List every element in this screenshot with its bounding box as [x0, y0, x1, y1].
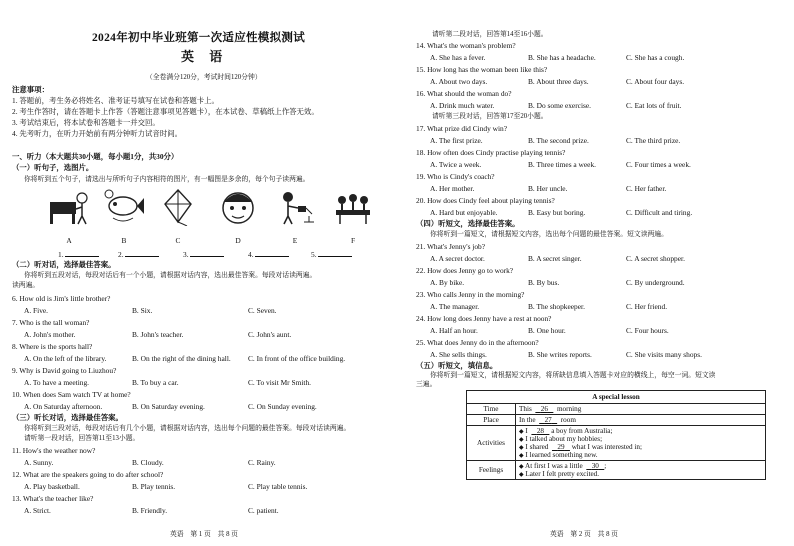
q9-option-c: C. To visit Mr Smith.	[248, 378, 311, 387]
q23-option-c: C. Her friend.	[626, 302, 668, 311]
q17-option-c: C. The third prize.	[626, 136, 681, 145]
question-9: 9. Why is David going to Liuzhou?	[12, 366, 117, 375]
diamond-bullet-icon: ◆	[519, 453, 524, 459]
answer-blank-5: 5.	[311, 249, 352, 259]
question-25: 25. What does Jenny do in the afternoon?	[416, 338, 539, 347]
question-16: 16. What should the woman do?	[416, 89, 512, 98]
question-10: 10. When does Sam watch TV at home?	[12, 390, 131, 399]
q11-option-c: C. Rainy.	[248, 458, 276, 467]
page-footer-1: 英语 第 1 页 共 8 页	[170, 531, 238, 538]
right-page	[410, 0, 794, 546]
q14-option-c: C. She has a cough.	[626, 53, 685, 62]
q7-option-a: A. John's mother.	[24, 330, 76, 339]
place-label: Place	[467, 415, 516, 426]
q11-option-b: B. Cloudy.	[132, 458, 164, 467]
q6-option-b: B. Six.	[132, 306, 153, 315]
question-15: 15. How long has the woman been like this?	[416, 65, 548, 74]
time-label: Time	[467, 404, 516, 415]
q19-option-b: B. Her uncle.	[528, 184, 568, 193]
q9-option-a: A. To have a meeting.	[24, 378, 90, 387]
q25-option-c: C. She visits many shops.	[626, 350, 702, 359]
q21-option-a: A. A secret doctor.	[430, 254, 485, 263]
part-5-title: （五）听短文，填信息。	[416, 361, 498, 370]
face-picture	[217, 188, 259, 226]
blank-29[interactable]: 29	[557, 443, 565, 451]
q21-option-b: B. A secret singer.	[528, 254, 582, 263]
q18-option-b: B. Three times a week.	[528, 160, 596, 169]
part-3-instructions: 你将听到三段对话，每段对话后有几个小题，请根据对话内容，选出每个问题的最佳答案。每段对话读两遍。	[24, 425, 351, 432]
blank-26[interactable]: 26	[540, 405, 548, 413]
q16-option-b: B. Do some exercise.	[528, 101, 592, 110]
note-2: 2. 考生作答时，请在答题卡上作答（答题注意事项见答题卡），在本试卷、草稿纸上作答无效。	[12, 107, 319, 116]
page-footer-2: 英语 第 2 页 共 8 页	[550, 531, 618, 538]
answer-blank-1: 1.	[58, 249, 99, 259]
q13-option-b: B. Friendly.	[132, 506, 168, 515]
exam-info: （全卷满分120分，考试时间120分钟）	[146, 74, 262, 81]
question-17: 17. What prize did Cindy win?	[416, 124, 507, 133]
q15-option-a: A. About two days.	[430, 77, 488, 86]
part-4-instructions: 你将听到一篇短文，请根据短文内容，选出每个问题的最佳答案。短文读两遍。	[430, 231, 668, 238]
picture-letter-a: A	[66, 236, 72, 245]
q20-option-c: C. Difficult and tiring.	[626, 208, 693, 217]
q19-option-c: C. Her father.	[626, 184, 667, 193]
question-7: 7. Who is the tall woman?	[12, 318, 90, 327]
q7-option-b: B. John's teacher.	[132, 330, 184, 339]
question-21: 21. What's Jenny's job?	[416, 242, 486, 251]
q6-option-a: A. Five.	[24, 306, 49, 315]
q16-option-c: C. Eat lots of fruit.	[626, 101, 682, 110]
family-dinner-picture	[332, 188, 374, 226]
question-23: 23. Who calls Jenny in the morning?	[416, 290, 525, 299]
question-20: 20. How does Cindy feel about playing tennis?	[416, 196, 555, 205]
q15-option-b: B. About three days.	[528, 77, 589, 86]
q22-option-b: B. By bus.	[528, 278, 560, 287]
special-lesson-table	[466, 390, 766, 480]
q14-option-a: A. She has a fever.	[430, 53, 486, 62]
diamond-bullet-icon: ◆	[519, 429, 524, 435]
answer-blank-2: 2.	[118, 249, 159, 259]
q12-option-a: A. Play basketball.	[24, 482, 80, 491]
kite-picture	[157, 188, 199, 226]
q23-option-a: A. The manager.	[430, 302, 480, 311]
question-12: 12. What are the speakers going to do after school?	[12, 470, 164, 479]
q17-option-b: B. The second prize.	[528, 136, 589, 145]
picture-letter-d: D	[235, 236, 241, 245]
q14-option-b: B. She has a headache.	[528, 53, 596, 62]
part-5-instructions-cont: 三遍。	[416, 381, 437, 388]
q25-option-a: A. She sells things.	[430, 350, 487, 359]
q8-option-a: A. On the left of the library.	[24, 354, 107, 363]
fish-picture	[103, 188, 145, 226]
part-2-title: （二）听对话，选择最佳答案。	[12, 260, 116, 269]
q16-option-a: A. Drink much water.	[430, 101, 495, 110]
feelings-label: Feelings	[467, 461, 516, 480]
watering-picture	[274, 188, 316, 226]
part-2-instructions: 你将听到五段对话，每段对话后有一个小题，请根据对话内容，选出最佳答案。每段对话读两遍。	[24, 272, 317, 279]
dialog-2-note: 请听第二段对话，回答第14至16小题。	[432, 31, 548, 38]
q9-option-b: B. To buy a car.	[132, 378, 179, 387]
picture-letter-f: F	[350, 236, 356, 245]
diamond-bullet-icon: ◆	[519, 445, 524, 451]
part-3-title: （三）听长对话，选择最佳答案。	[12, 413, 123, 422]
question-13: 13. What's the teacher like?	[12, 494, 94, 503]
piano-boy-picture	[48, 188, 90, 226]
q11-option-a: A. Sunny.	[24, 458, 54, 467]
q10-option-b: B. On Saturday evening.	[132, 402, 205, 411]
time-row: This 26 morning	[516, 404, 766, 415]
q10-option-c: C. On Sunday evening.	[248, 402, 317, 411]
notes-title: 注意事项：	[12, 85, 49, 94]
picture-letter-b: B	[121, 236, 127, 245]
q12-option-c: C. Play table tennis.	[248, 482, 308, 491]
question-14: 14. What's the woman's problem?	[416, 41, 516, 50]
q20-option-b: B. Easy but boring.	[528, 208, 586, 217]
section-1-title: 一、听力（本大题共30小题，每小题1分，共30分）	[12, 152, 179, 161]
blank-30[interactable]: 30	[591, 462, 599, 470]
q25-option-b: B. She writes reports.	[528, 350, 592, 359]
table-header: A special lesson	[467, 391, 766, 404]
q7-option-c: C. John's aunt.	[248, 330, 292, 339]
dialog-1-note: 请听第一段对话，回答第11至13小题。	[24, 435, 140, 442]
q23-option-b: B. The shopkeeper.	[528, 302, 585, 311]
q24-option-a: A. Half an hour.	[430, 326, 478, 335]
question-6: 6. How old is Jim's little brother?	[12, 294, 111, 303]
subject-title: 英 语	[181, 49, 229, 64]
blank-27[interactable]: 27	[544, 416, 552, 424]
diamond-bullet-icon: ◆	[519, 437, 524, 443]
question-18: 18. How often does Cindy practise playing tennis?	[416, 148, 566, 157]
q18-option-c: C. Four times a week.	[626, 160, 691, 169]
q15-option-c: C. About four days.	[626, 77, 685, 86]
dialog-3-note: 请听第三段对话，回答第17至20小题。	[432, 113, 548, 120]
feelings-row: ◆ At first I was a little 30 ; ◆ Later I felt pretty excited.	[516, 461, 766, 480]
diamond-bullet-icon: ◆	[519, 472, 524, 478]
q12-option-b: B. Play tennis.	[132, 482, 176, 491]
q19-option-a: A. Her mother.	[430, 184, 475, 193]
q8-option-c: C. In front of the office building.	[248, 354, 346, 363]
q8-option-b: B. On the right of the dining hall.	[132, 354, 231, 363]
question-24: 24. How long does Jenny have a rest at noon?	[416, 314, 552, 323]
question-8: 8. Where is the sports hall?	[12, 342, 93, 351]
blank-28[interactable]: 28	[536, 427, 544, 435]
q13-option-c: C. patient.	[248, 506, 279, 515]
q18-option-a: A. Twice a week.	[430, 160, 482, 169]
q17-option-a: A. The first prize.	[430, 136, 483, 145]
question-11: 11. How's the weather now?	[12, 446, 96, 455]
q20-option-a: A. Hard but enjoyable.	[430, 208, 498, 217]
picture-letter-c: C	[175, 236, 181, 245]
part-1-instructions: 你将听到五个句子，请选出与所听句子内容相符的图片，有一幅图是多余的，每个句子读两遍。	[24, 176, 310, 183]
q22-option-c: C. By underground.	[626, 278, 685, 287]
note-1: 1. 答题前，考生务必将姓名、准考证号填写在试卷和答题卡上。	[12, 96, 219, 105]
note-4: 4. 先考听力，在听力开始前有两分钟听力试音时间。	[12, 129, 182, 138]
part-2-instructions-cont: 读两遍。	[12, 282, 40, 289]
picture-letter-e: E	[292, 236, 298, 245]
diamond-bullet-icon: ◆	[519, 464, 524, 470]
part-5-instructions: 你将听到一篇短文，请根据短文内容，将所缺信息填入答题卡对应的横线上，每空一词。短文读	[430, 372, 716, 379]
part-4-title: （四）听短文，选择最佳答案。	[416, 219, 520, 228]
note-3: 3. 考试结束后，将本试卷和答题卡一并交回。	[12, 118, 160, 127]
q21-option-c: C. A secret shopper.	[626, 254, 685, 263]
exam-title: 2024年初中毕业班第一次适应性模拟测试	[92, 32, 305, 44]
q22-option-a: A. By bike.	[430, 278, 465, 287]
part-1-title: （一）听句子，选图片。	[12, 163, 94, 172]
activities-row: ◆ I 28 a boy from Australia; ◆ I talked about my hobbies; ◆ I shared 29 what I was interested in; ◆ I learned something new.	[516, 426, 766, 461]
answer-blank-3: 3.	[183, 249, 224, 259]
place-row: In the 27 room	[516, 415, 766, 426]
q24-option-c: C. Four hours.	[626, 326, 669, 335]
question-22: 22. How does Jenny go to work?	[416, 266, 514, 275]
q10-option-a: A. On Saturday afternoon.	[24, 402, 103, 411]
q6-option-c: C. Seven.	[248, 306, 277, 315]
answer-blank-4: 4.	[248, 249, 289, 259]
q13-option-a: A. Strict.	[24, 506, 51, 515]
question-19: 19. Who is Cindy's coach?	[416, 172, 495, 181]
q24-option-b: B. One hour.	[528, 326, 566, 335]
activities-label: Activities	[467, 426, 516, 461]
